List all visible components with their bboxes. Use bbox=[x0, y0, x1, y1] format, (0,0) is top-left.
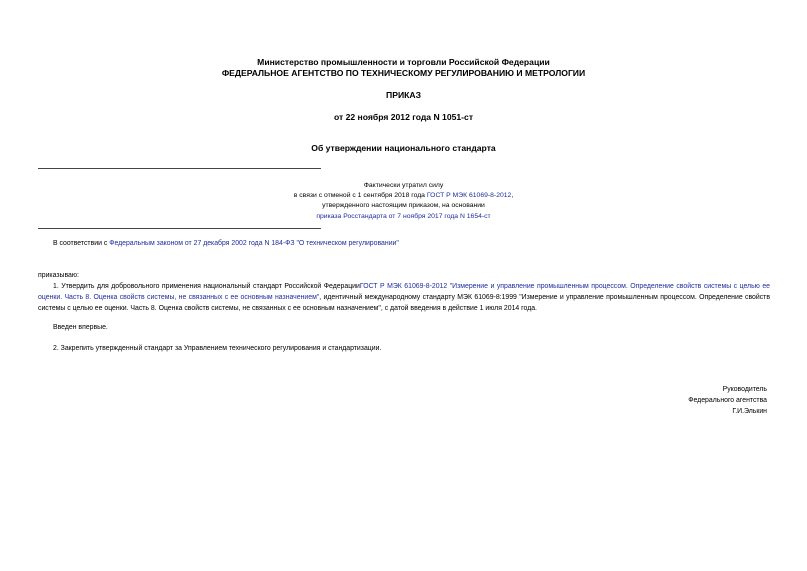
federal-law-link[interactable]: Федеральным законом от 27 декабря 2002 года N 184-ФЗ "О техническом регулировании" bbox=[109, 240, 399, 247]
document-subject: Об утверждении национального стандарта bbox=[311, 143, 496, 153]
standard-link[interactable]: ГОСТ Р МЭК 61069-8-2012 "Измерение и управление промышленным процессом. Определение свойств системы с целью ее оценки. Часть 8. Оценка свойств системы, не связанных с ее основным назначением" bbox=[38, 283, 770, 301]
basis-paragraph bbox=[53, 238, 399, 249]
introduced-note: Введен впервые. bbox=[53, 324, 108, 331]
document-date: от 22 ноября 2012 года N 1051-ст bbox=[333, 112, 474, 122]
status-line-1: Фактически утратил силу bbox=[363, 182, 444, 189]
signature-name: Г.И.Элькин bbox=[732, 408, 767, 415]
signature-agency: Федерального агентства bbox=[688, 397, 767, 404]
rosstandart-order-link[interactable]: приказа Росстандарта от 7 ноября 2017 года N 1654-ст bbox=[316, 213, 491, 220]
status-line-3: утвержденного настоящим приказом, на основании bbox=[322, 202, 485, 209]
signature-position: Руководитель bbox=[722, 386, 767, 393]
divider-bottom bbox=[38, 228, 321, 229]
status-line-2-suffix: , bbox=[511, 192, 514, 199]
item-1-paragraph bbox=[38, 281, 770, 314]
basis-prefix: В соответствии с bbox=[53, 240, 110, 247]
status-line-4 bbox=[0, 211, 807, 222]
document-type: ПРИКАЗ bbox=[386, 90, 421, 100]
divider-top bbox=[38, 168, 321, 169]
agency-title: ФЕДЕРАЛЬНОЕ АГЕНТСТВО ПО ТЕХНИЧЕСКОМУ РЕГУЛИРОВАНИЮ И МЕТРОЛОГИИ bbox=[221, 68, 586, 78]
status-line-2-prefix: в связи с отменой с 1 сентября 2018 года bbox=[293, 192, 427, 199]
item-2-paragraph: 2. Закрепить утвержденный стандарт за Управлением технического регулирования и стандартизации. bbox=[53, 345, 382, 352]
gost-link[interactable]: ГОСТ Р МЭК 61069-8-2012 bbox=[426, 192, 512, 199]
order-word: приказываю: bbox=[38, 272, 79, 279]
ministry-title: Министерство промышленности и торговли Российской Федерации bbox=[257, 57, 550, 67]
item-1-suffix: , идентичный международному стандарту МЭК 61069-8:1999 "Измерение и управление промышленным процессом. Определение свойств системы с целью ее оценки. Часть 8. Оценка свойств системы, не связанных с ее основным назначением", с датой введения в действие 1 июля 2014 года. bbox=[38, 294, 770, 312]
item-1-prefix: 1. Утвердить для добровольного применения национальный стандарт Российской Федерации bbox=[53, 283, 360, 290]
